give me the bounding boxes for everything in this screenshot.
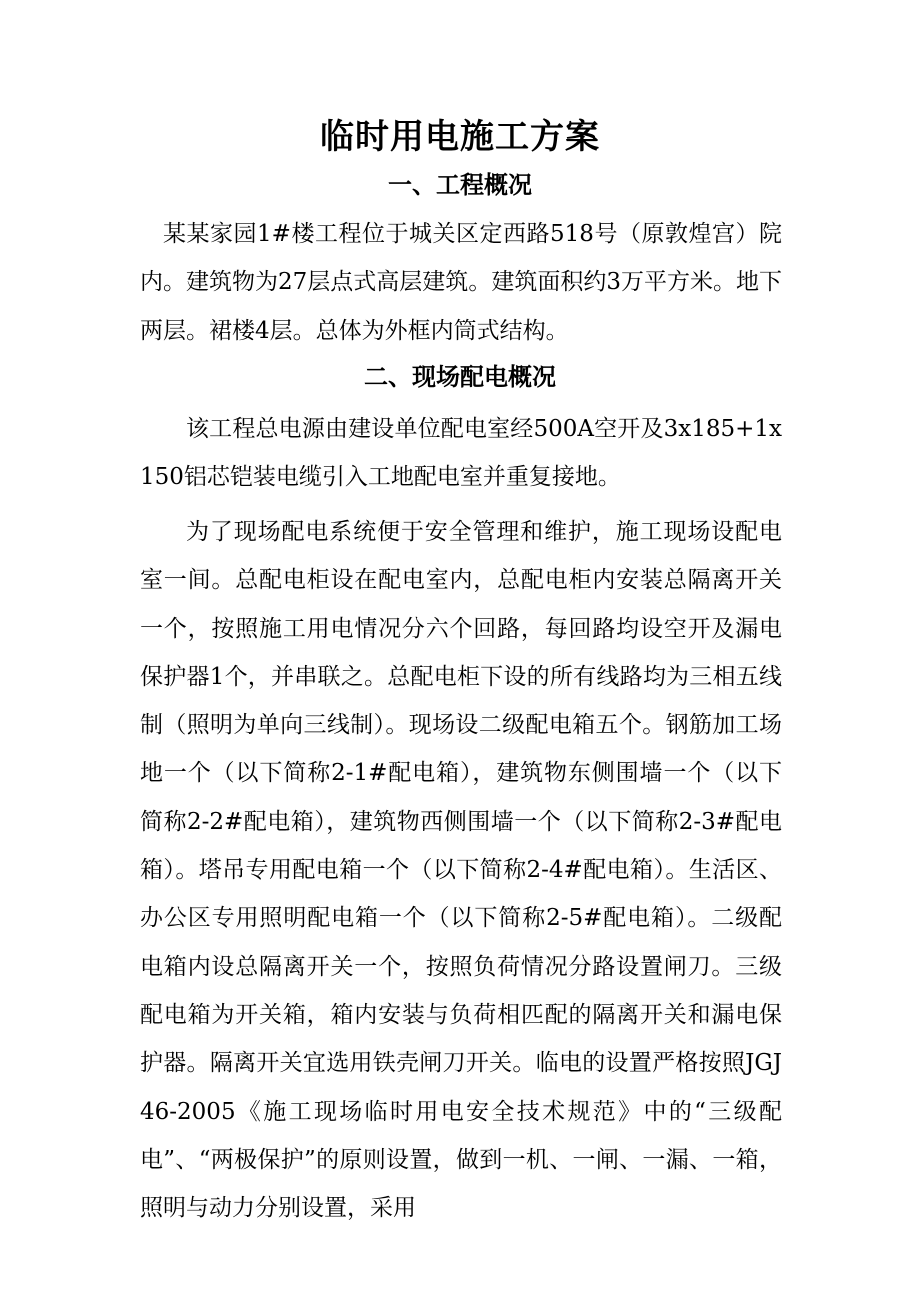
document-title: 临时用电施工方案 — [320, 117, 600, 157]
paragraph-power-source: 该工程总电源由建设单位配电室经500A空开及3x185+1x150铝芯铠装电缆引入工地配电室并重复接地。 — [140, 416, 782, 491]
paragraph-distribution-system: 为了现场配电系统便于安全管理和维护，施工现场设配电室一间。总配电柜设在配电室内，总配电柜内安装总隔离开关一个，按照施工用电情况分六个回路，每回路均设空开及漏电保护器1个，并串联之。总配电柜下设的所有线路均为三相五线制（照明为单向三线制）。现场设二级配电箱五个。钢筋加工场地一个（以下简称2-1#配电箱），建筑物东侧围墙一个（以下简称2-2#配电箱），建筑物西侧围墙一个（以下简称2-3#配电箱）。塔吊专用配电箱一个（以下简称2-4#配电箱）。生活区、办公区专用照明配电箱一个（以下简称2-5#配电箱）。二级配电箱内设总隔离开关一个，按照负荷情况分路设置闸刀。三级配电箱为开关箱，箱内安装与负荷相匹配的隔离开关和漏电保护器。隔离开关宜选用铁壳闸刀开关。临电的设置严格按照JGJ46-2005《施工现场临时用电安全技术规范》中的“三级配电”、“两极保护”的原则设置，做到一机、一闸、一漏、一箱，照明与动力分别设置，采用 — [140, 519, 782, 1222]
section-heading-power-distribution: 二、现场配电概况 — [364, 362, 556, 391]
paragraph-project-overview: 某某家园1#楼工程位于城关区定西路518号（原敦煌宫）院内。建筑物为27层点式高层建筑。建筑面积约3万平方米。地下两层。裙楼4层。总体为外框内筒式结构。 — [140, 221, 782, 344]
section-heading-overview: 一、工程概况 — [388, 170, 532, 199]
